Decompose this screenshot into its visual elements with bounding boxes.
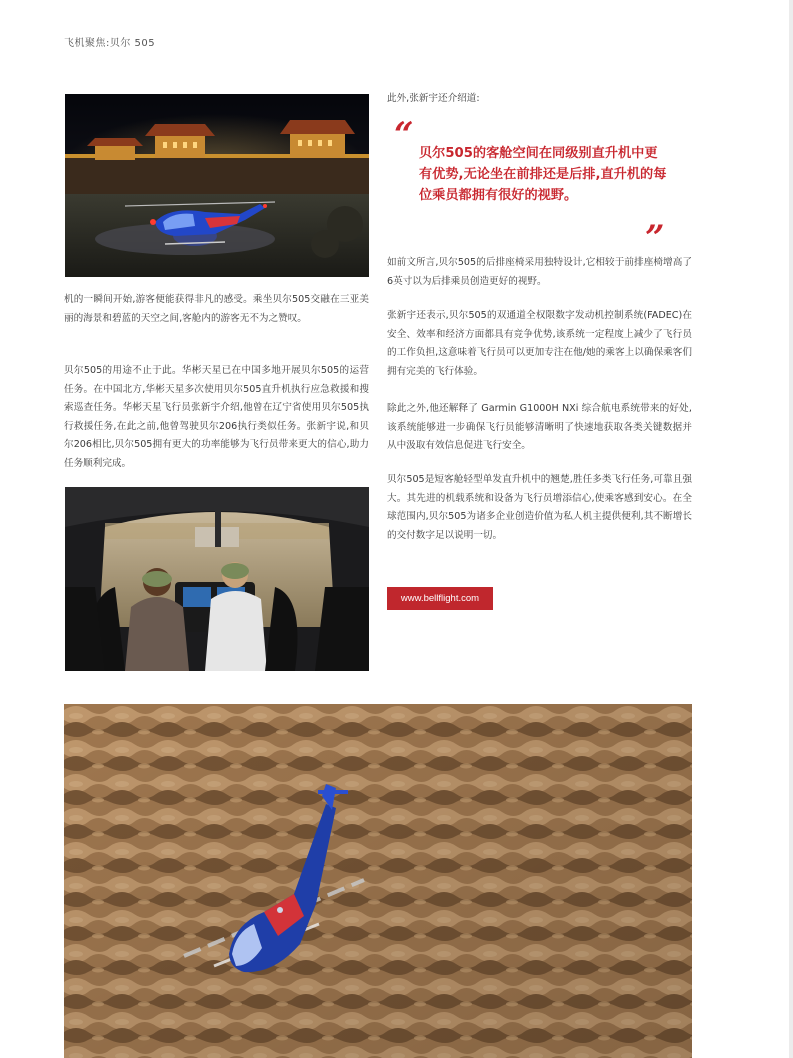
right-paragraph-4: 贝尔505是短客舱轻型单发直升机中的翘楚,胜任多类飞行任务,可靠且强大。其先进的机载系统和设备为飞行员增添信心,使乘客感到安心。在全球范围内,贝尔505为诸多企业创造价值为私人机主提供便利,其不断增长的交付数字足以说明一切。 — [387, 474, 692, 541]
open-quote-mark: “ — [394, 115, 414, 155]
close-quote-mark: ” — [645, 218, 665, 258]
left-paragraph-2: 贝尔505的用途不止于此。华彬天星已在中国多地开展贝尔505的运营任务。在中国北方,华彬天星多次使用贝尔505直升机执行应急救援和搜索巡查任务。华彬天星飞行员张新宇介绍,他曾在辽宁省使用贝尔505执行救援任务,在此之前,他曾驾驶贝尔206执行类似任务。张新宇说,和贝尔206相比,贝尔505拥有更大的功率能够为飞行员带来更大的信心,助力任务顺利完成。 — [64, 365, 369, 469]
left-paragraph-1: 机的一瞬间开始,游客便能获得非凡的感受。乘坐贝尔505交融在三亚美丽的海景和碧蓝的天空之间,客舱内的游客无不为之赞叹。 — [64, 294, 369, 324]
desert-helicopter-photo — [64, 704, 692, 1058]
right-intro: 此外,张新宇还介绍道: — [387, 93, 480, 104]
cockpit-photo — [65, 487, 369, 671]
night-helicopter-photo — [65, 94, 369, 277]
right-paragraph-2: 张新宇还表示,贝尔505的双通道全权限数字发动机控制系统(FADEC)在安全、效率和经济方面都具有竞争优势,该系统一定程度上减少了飞行员的工作负担,这意味着飞行员可以更加专注在他/她的乘客上以确保乘客们拥有完美的飞行体验。 — [387, 310, 692, 377]
page-edge — [789, 0, 793, 1058]
bellflight-link-button[interactable]: www.bellflight.com — [387, 587, 493, 610]
section-header: 飞机聚焦:贝尔 505 — [64, 38, 156, 49]
pull-quote: 贝尔505的客舱空间在同级别直升机中更有优势,无论坐在前排还是后排,直升机的每位乘员都拥有很好的视野。 — [419, 146, 667, 203]
right-paragraph-1: 如前文所言,贝尔505的后排座椅采用独特设计,它相较于前排座椅增高了6英寸以为后排乘员创造更好的视野。 — [387, 257, 692, 287]
right-paragraph-3: 除此之外,他还解释了 Garmin G1000H NXi 综合航电系统带来的好处,该系统能够进一步确保飞行员能够清晰明了快速地获取各类关键数据并从中汲取有效信息促进飞行安全。 — [387, 403, 692, 452]
